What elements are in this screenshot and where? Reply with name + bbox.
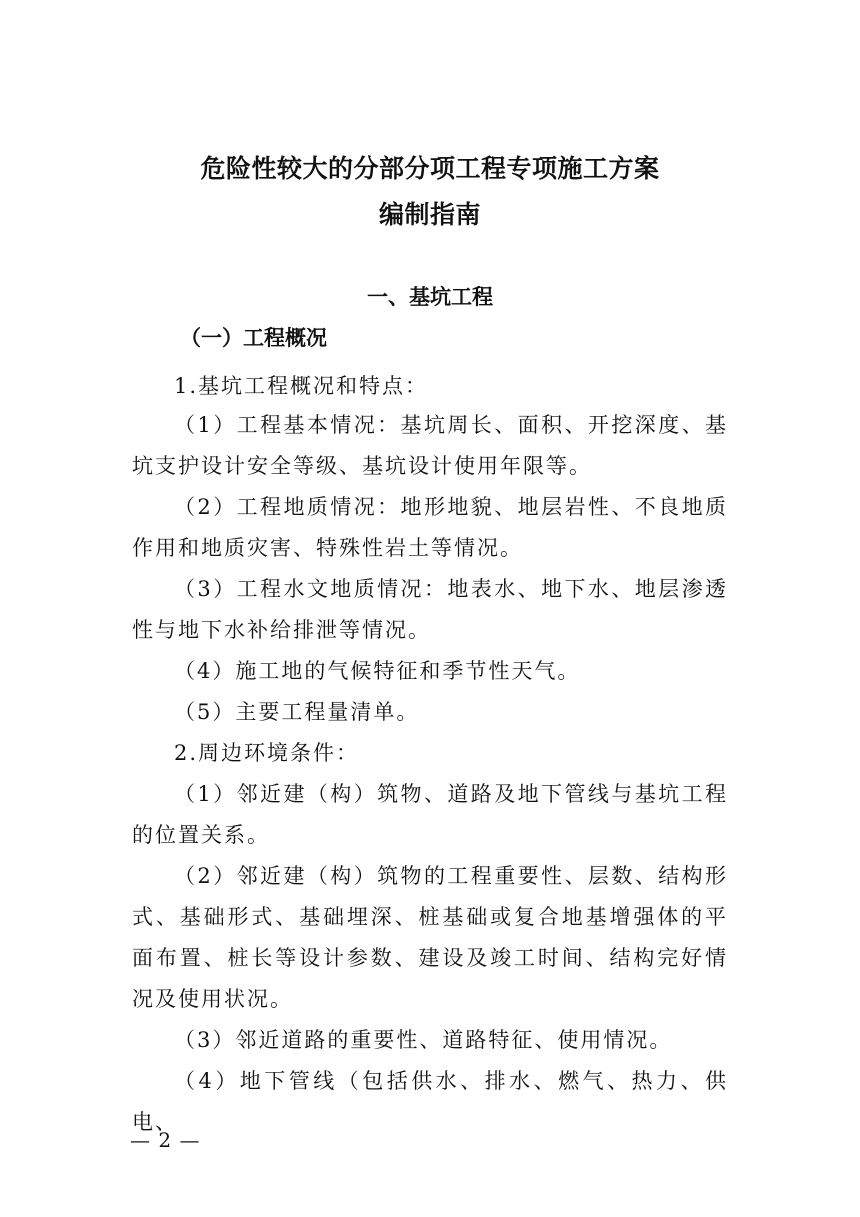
paragraph-4: （3）工程水文地质情况：地表水、地下水、地层渗透性与地下水补给排泄等情况。 <box>132 577 728 642</box>
paragraph-5: （4）施工地的气候特征和季节性天气。 <box>174 659 581 683</box>
paragraph-7: 2.周边环境条件： <box>174 741 360 765</box>
subsection-heading: （一）工程概况 <box>180 326 327 350</box>
page-number: — 2 — <box>130 1128 201 1152</box>
paragraph-8: （1）邻近建（构）筑物、道路及地下管线与基坑工程的位置关系。 <box>132 782 728 847</box>
paragraph-3: （2）工程地质情况：地形地貌、地层岩性、不良地质作用和地质灾害、特殊性岩土等情况。 <box>132 495 728 560</box>
paragraph-11: （4）地下管线（包括供水、排水、燃气、热力、供电、 <box>132 1069 728 1134</box>
paragraph-10: （3）邻近道路的重要性、道路特征、使用情况。 <box>174 1028 673 1052</box>
paragraph-2: （1）工程基本情况：基坑周长、面积、开挖深度、基坑支护设计安全等级、基坑设计使用年限等。 <box>132 413 728 478</box>
document-title-line1: 危险性较大的分部分项工程专项施工方案 <box>200 154 660 183</box>
document-title-line2: 编制指南 <box>378 200 481 229</box>
paragraph-6: （5）主要工程量清单。 <box>174 700 420 724</box>
paragraph-1: 1.基坑工程概况和特点： <box>174 374 429 398</box>
paragraph-9: （2）邻近建（构）筑物的工程重要性、层数、结构形式、基础形式、基础埋深、桩基础或复合地基增强体的平面布置、桩长等设计参数、建设及竣工时间、结构完好情况及使用状况。 <box>132 864 728 1011</box>
section-heading: 一、基坑工程 <box>367 285 493 309</box>
